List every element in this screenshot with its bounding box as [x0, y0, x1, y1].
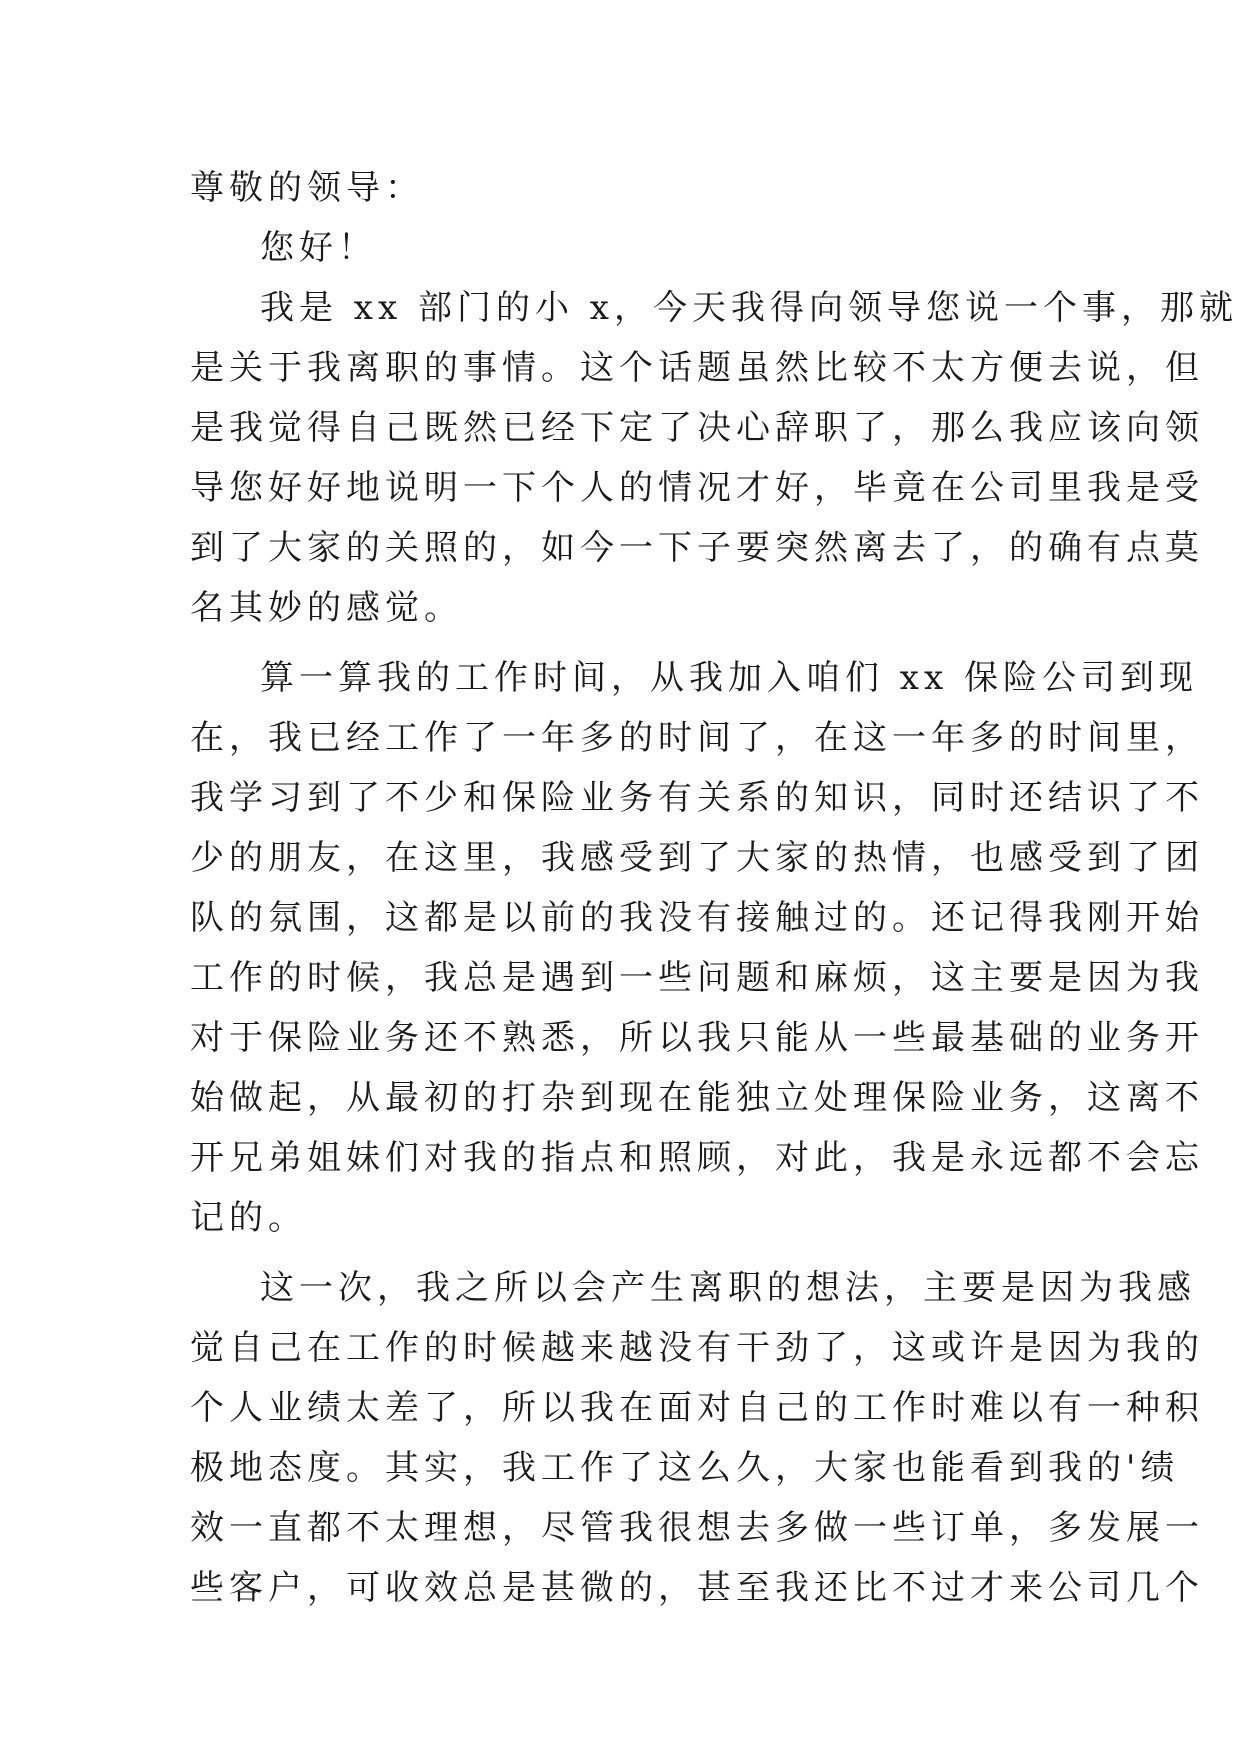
paragraph-3	[190, 1258, 1204, 1618]
paragraph-line: 是我觉得自己既然已经下定了决心辞职了，那么我应该向领	[190, 408, 1204, 448]
paragraph-line: 我学习到了不少和保险业务有关系的知识，同时还结识了不	[190, 778, 1204, 818]
greeting: 您好！	[260, 228, 377, 268]
paragraph-line: 个人业绩太差了，所以我在面对自己的工作时难以有一种积	[190, 1388, 1204, 1428]
paragraph-line: 极地态度。其实，我工作了这么久，大家也能看到我的'绩	[190, 1448, 1180, 1488]
paragraph-line: 对于保险业务还不熟悉，所以我只能从一些最基础的业务开	[190, 1018, 1204, 1058]
letter-body	[190, 158, 1238, 1618]
paragraph-line: 觉自己在工作的时候越来越没有干劲了，这或许是因为我的	[190, 1328, 1204, 1368]
paragraph-line: 是关于我离职的事情。这个话题虽然比较不太方便去说，但	[190, 348, 1204, 388]
paragraph-line: 少的朋友，在这里，我感受到了大家的热情，也感受到了团	[190, 838, 1204, 878]
paragraph-line: 我是 xx 部门的小 x，今天我得向领导您说一个事，那就	[260, 288, 1238, 328]
paragraph-2	[190, 648, 1204, 1248]
salutation: 尊敬的领导：	[190, 168, 424, 208]
paragraph-line: 队的氛围，这都是以前的我没有接触过的。还记得我刚开始	[190, 898, 1204, 938]
paragraph-line: 效一直都不太理想，尽管我很想去多做一些订单，多发展一	[190, 1508, 1204, 1548]
paragraph-line: 名其妙的感觉。	[190, 588, 463, 628]
paragraph-line: 始做起，从最初的打杂到现在能独立处理保险业务，这离不	[190, 1078, 1204, 1118]
paragraph-line: 工作的时候，我总是遇到一些问题和麻烦，这主要是因为我	[190, 958, 1204, 998]
paragraph-line: 些客户，可收效总是甚微的，甚至我还比不过才来公司几个	[190, 1568, 1204, 1608]
paragraph-line: 导您好好地说明一下个人的情况才好，毕竟在公司里我是受	[190, 468, 1204, 508]
paragraph-line: 记的。	[190, 1198, 307, 1238]
paragraph-line: 到了大家的关照的，如今一下子要突然离去了，的确有点莫	[190, 528, 1204, 568]
paragraph-1	[190, 278, 1238, 638]
paragraph-line: 算一算我的工作时间，从我加入咱们 xx 保险公司到现	[260, 658, 1198, 698]
paragraph-line: 这一次，我之所以会产生离职的想法，主要是因为我感	[260, 1268, 1196, 1308]
paragraph-line: 开兄弟姐妹们对我的指点和照顾，对此，我是永远都不会忘	[190, 1138, 1204, 1178]
paragraph-line: 在，我已经工作了一年多的时间了，在这一年多的时间里，	[190, 718, 1204, 758]
